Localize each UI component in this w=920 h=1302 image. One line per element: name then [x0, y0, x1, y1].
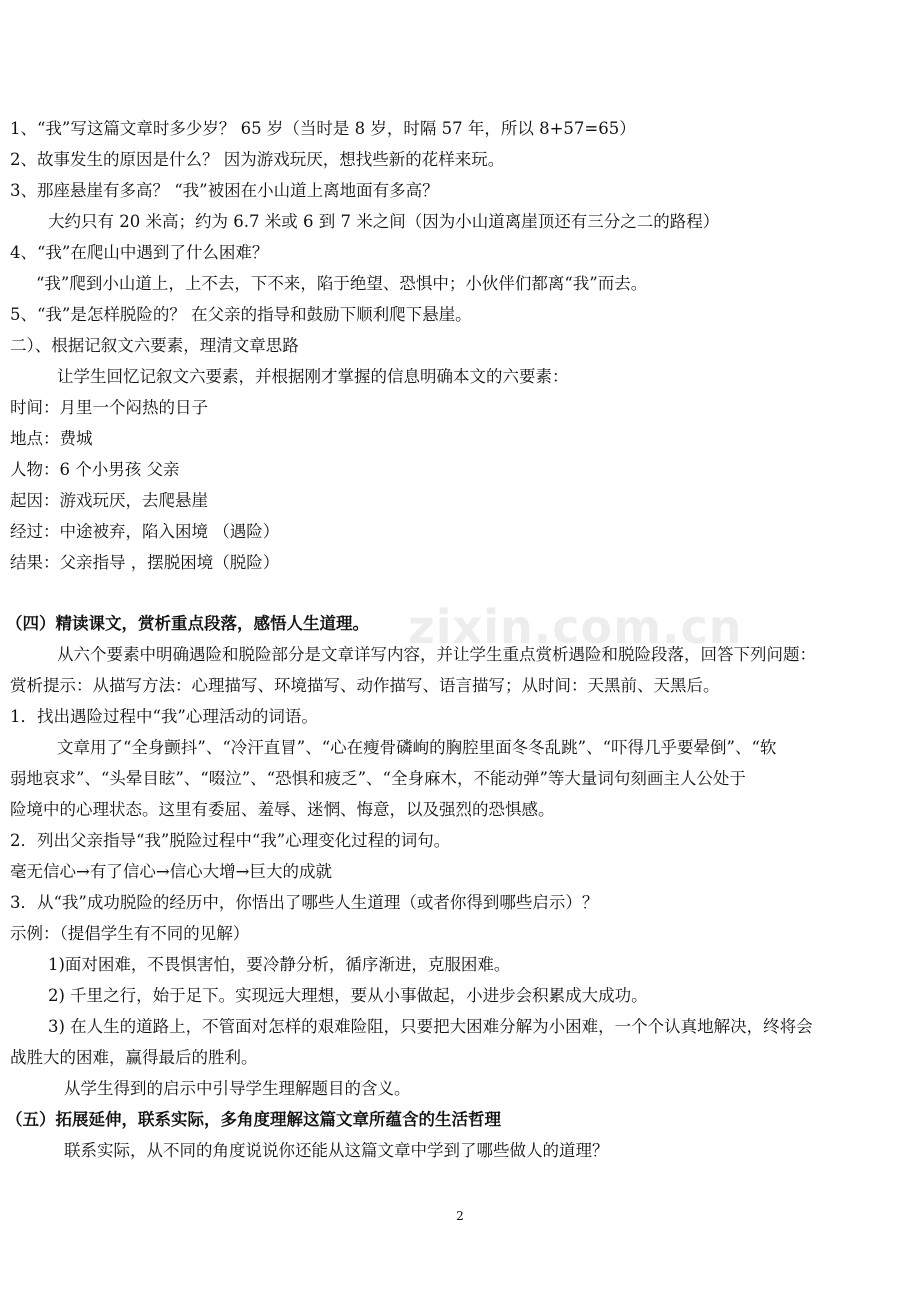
task-2: 2．列出父亲指导“我”脱险过程中“我”心理变化过程的词句。	[10, 831, 451, 850]
question-4: 4、“我”在爬山中遇到了什么困难？	[10, 243, 269, 262]
answer-3: 大约只有 20 米高；约为 6.7 米或 6 到 7 米之间（因为小山道离崖顶还有三分之二的路程）	[48, 212, 720, 231]
page-number: 2	[456, 1209, 464, 1223]
section-5-intro: 联系实际，从不同的角度说说你还能从这篇文章中学到了哪些做人的道理？	[64, 1141, 609, 1160]
example-3-line-2: 战胜大的困难，赢得最后的胜利。	[10, 1048, 258, 1067]
task-1-answer-line-2: 弱地哀求”、“头晕目眩”、“啜泣”、“恐惧和疲乏”、“全身麻木，不能动弹”等大量词句刻画主人公处于	[10, 769, 746, 788]
watermark-text: zixin.com.cn	[408, 600, 743, 654]
element-result: 结果：父亲指导 ，摆脱困境（脱险）	[10, 553, 280, 572]
example-1: 1)面对困难，不畏惧害怕，要冷静分析，循序渐进，克服困难。	[48, 955, 511, 974]
task-1-answer-line-3: 险境中的心理状态。这里有委屈、羞辱、迷惘、悔意，以及强烈的恐惧感。	[10, 800, 555, 819]
question-2: 2、故事发生的原因是什么？ 因为游戏玩厌，想找些新的花样来玩。	[10, 150, 505, 169]
example-3-line-1: 3) 在人生的道路上，不管面对怎样的艰难险阻，只要把大困难分解为小困难，一个个认真地解决，终将会	[48, 1017, 813, 1036]
section-2-intro: 让学生回忆记叙文六要素，并根据刚才掌握的信息明确本文的六要素：	[57, 367, 569, 386]
section-4-heading: （四）精读课文，赏析重点段落，感悟人生道理。	[6, 614, 369, 633]
example-label: 示例：（提倡学生有不同的见解）	[10, 924, 250, 943]
question-5: 5、“我”是怎样脱险的？ 在父亲的指导和鼓励下顺利爬下悬崖。	[10, 305, 472, 324]
task-3: 3．从“我”成功脱险的经历中，你悟出了哪些人生道理（或者你得到哪些启示）？	[10, 893, 599, 912]
element-process: 经过：中途被弃，陷入困境 （遇险）	[10, 522, 280, 541]
task-1: 1．找出遇险过程中“我”心理活动的词语。	[10, 707, 318, 726]
element-place: 地点：费城	[10, 429, 93, 448]
analysis-hint: 赏析提示：从描写方法：心理描写、环境描写、动作描写、语言描写；从时间：天黑前、天黑后。	[10, 676, 720, 695]
answer-4: “我”爬到小山道上，上不去，下不来，陷于绝望、恐惧中；小伙伴们都离“我”而去。	[36, 274, 648, 293]
section-2-heading: 二）、根据记叙文六要素，理清文章思路	[10, 336, 299, 355]
section-5-heading: （五）拓展延伸，联系实际，多角度理解这篇文章所蕴含的生活哲理	[6, 1110, 501, 1129]
example-2: 2) 千里之行，始于足下。实现远大理想，要从小事做起，小进步会积累成大成功。	[48, 986, 648, 1005]
question-3: 3、那座悬崖有多高？ “我”被困在小山道上离地面有多高？	[10, 181, 439, 200]
task-2-answer: 毫无信心→有了信心→信心大增→巨大的成就	[10, 862, 332, 881]
element-people: 人物：6 个小男孩 父亲	[10, 460, 180, 479]
question-1: 1、“我”写这篇文章时多少岁？ 65 岁（当时是 8 岁，时隔 57 年，所以 8+57=65）	[10, 119, 636, 138]
section-4-intro: 从六个要素中明确遇险和脱险部分是文章详写内容，并让学生重点赏析遇险和脱险段落，回答下列问题：	[57, 645, 816, 664]
title-guidance: 从学生得到的启示中引导学生理解题目的含义。	[64, 1079, 411, 1098]
element-cause: 起因：游戏玩厌，去爬悬崖	[10, 491, 208, 510]
task-1-answer-line-1: 文章用了“全身颤抖”、“冷汗直冒”、“心在瘦骨磷峋的胸腔里面冬冬乱跳”、“吓得几乎要晕倒”、“软	[57, 738, 777, 757]
element-time: 时间：月里一个闷热的日子	[10, 398, 208, 417]
